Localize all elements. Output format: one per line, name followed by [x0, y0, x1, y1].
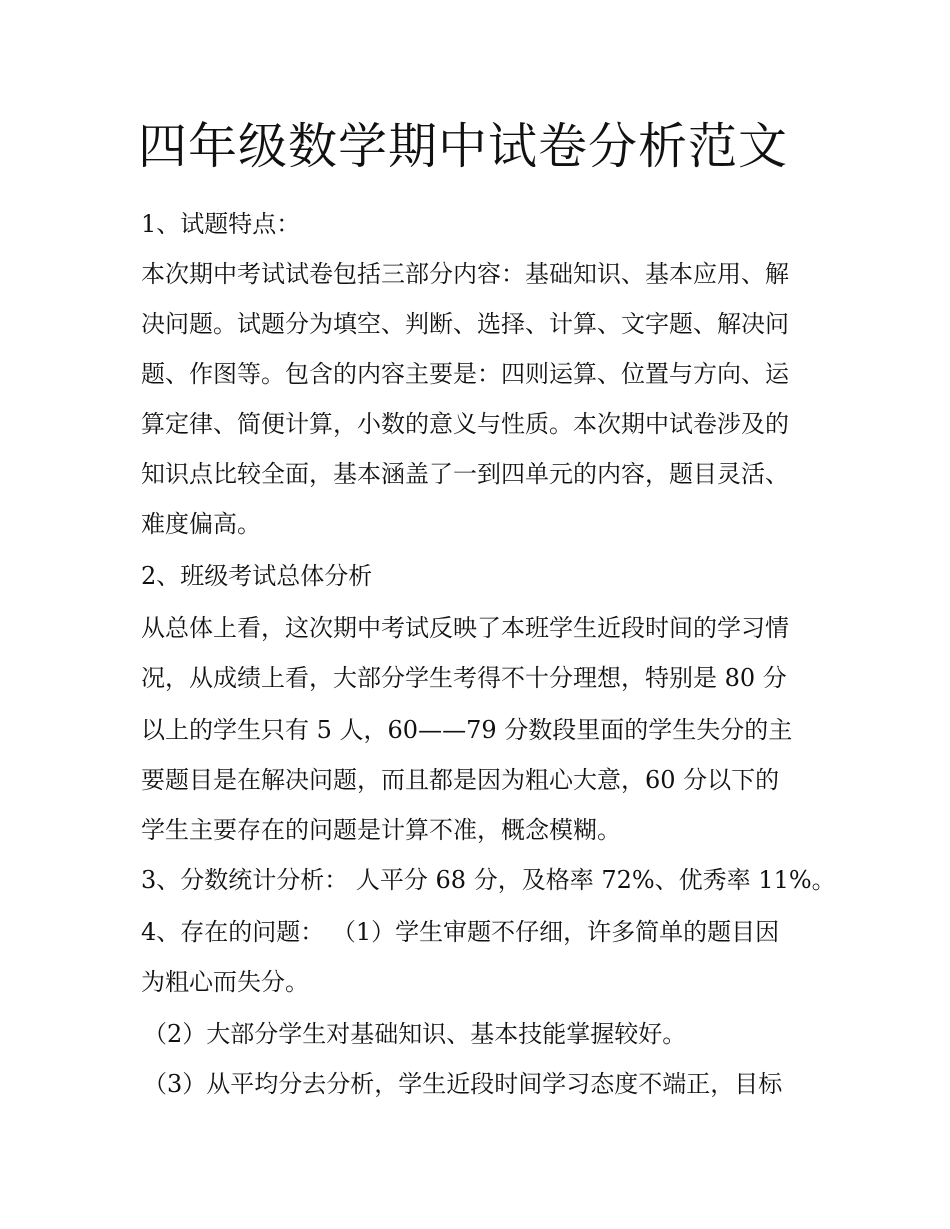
- paragraph-line: 况，从成绩上看，大部分学生考得不十分理想，特别是 80 分: [141, 664, 787, 692]
- paragraph-line: 难度偏高。: [141, 510, 261, 538]
- paragraph-line: 知识点比较全面，基本涵盖了一到四单元的内容，题目灵活、: [141, 460, 789, 488]
- document-title: 四年级数学期中试卷分析范文: [137, 118, 788, 175]
- paragraph-line: 学生主要存在的问题是计算不准，概念模糊。: [141, 816, 621, 844]
- paragraph-line: 以上的学生只有 5 人，60——79 分数段里面的学生失分的主: [141, 716, 793, 744]
- list-item: （3）从平均分去分析，学生近段时间学习态度不端正，目标: [143, 1070, 783, 1098]
- paragraph-line: 要题目是在解决问题，而且都是因为粗心大意，60 分以下的: [141, 766, 780, 794]
- paragraph-line: 算定律、简便计算，小数的意义与性质。本次期中试卷涉及的: [141, 410, 789, 438]
- paragraph-line: 为粗心而失分。: [141, 968, 309, 996]
- section-heading-4: 4、存在的问题： （1）学生审题不仔细，许多简单的题目因: [141, 918, 780, 946]
- paragraph-line: 本次期中考试试卷包括三部分内容：基础知识、基本应用、解: [141, 260, 789, 288]
- paragraph-line: 决问题。试题分为填空、判断、选择、计算、文字题、解决问: [141, 310, 789, 338]
- section-heading-1: 1、试题特点：: [141, 210, 301, 238]
- paragraph-line: 从总体上看，这次期中考试反映了本班学生近段时间的学习情: [141, 614, 789, 642]
- section-heading-2: 2、班级考试总体分析: [141, 562, 373, 590]
- paragraph-line: 题、作图等。包含的内容主要是：四则运算、位置与方向、运: [141, 360, 789, 388]
- list-item: （2）大部分学生对基础知识、基本技能掌握较好。: [143, 1020, 687, 1048]
- section-heading-3: 3、分数统计分析： 人平分 68 分，及格率 72%、优秀率 11%。: [141, 866, 836, 894]
